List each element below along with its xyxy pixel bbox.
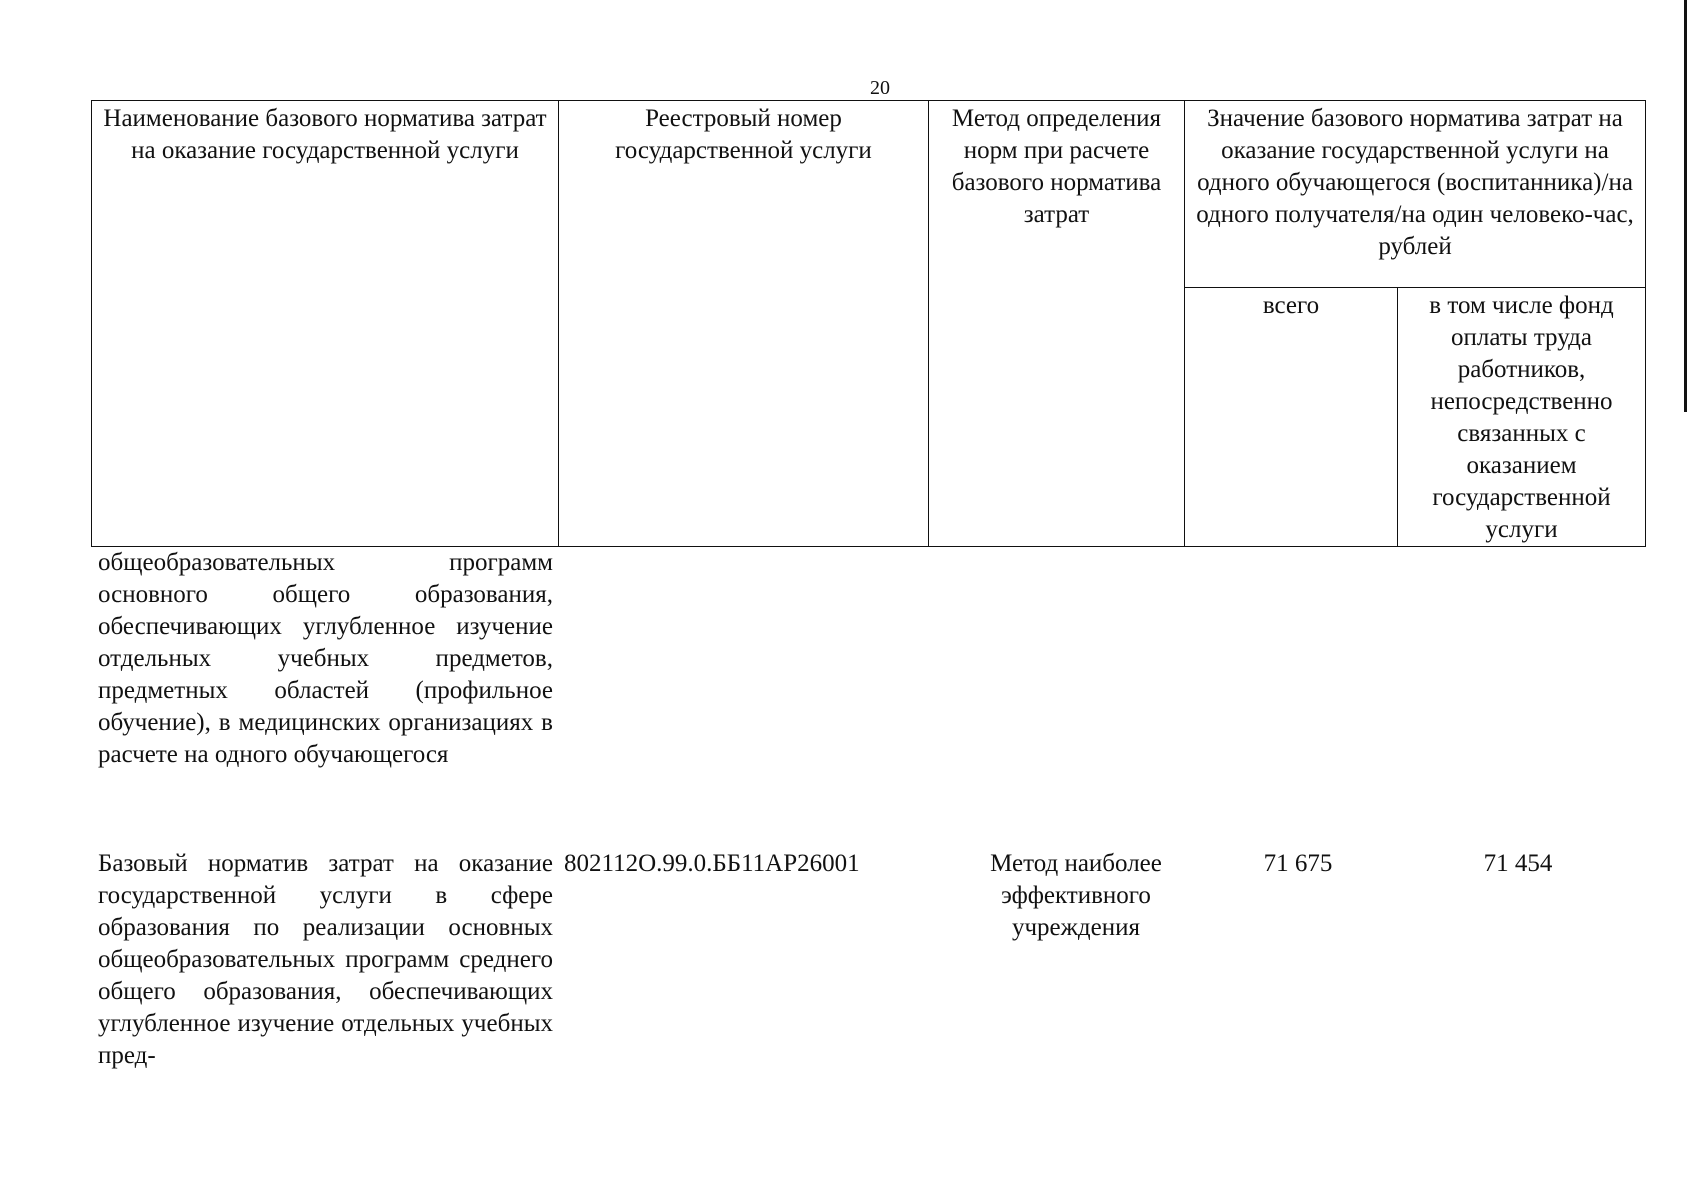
page-number: 20 bbox=[870, 77, 890, 99]
header-total-column: всего bbox=[1185, 288, 1398, 547]
scan-edge-line bbox=[1684, 0, 1687, 412]
row-registry-number: 802112О.99.0.ББ11АР26001 bbox=[564, 850, 860, 877]
table-row bbox=[98, 547, 1628, 848]
row-method: Метод наиболее эффективного учреждения bbox=[990, 850, 1162, 941]
header-name-column: Наименование базового норматива затрат на оказание государственной услуги bbox=[92, 101, 559, 547]
row-name: Базовый норматив затрат на оказание государственной услуги в сфере образования по реализации основных общеобразовательных программ среднего общего образования, обеспечивающих углубленное изучение отдельных учебных пред- bbox=[98, 850, 553, 1069]
table-row bbox=[98, 848, 1628, 1148]
header-method-column: Метод определения норм при расчете базового норматива затрат bbox=[929, 101, 1185, 547]
header-value-column: Значение базового норматива затрат на оказание государственной услуги на одного обучающегося (воспитанника)/на одного получателя/на один человеко-час, рублей bbox=[1185, 101, 1646, 288]
header-fund-column: в том числе фонд оплаты труда работников, непосредственно связанных с оказанием государственной услуги bbox=[1398, 288, 1646, 547]
header-registry-column: Реестровый номер государственной услуги bbox=[559, 101, 929, 547]
row-total: 71 675 bbox=[1263, 850, 1333, 877]
table-body bbox=[98, 547, 1628, 1148]
header-table bbox=[91, 100, 1646, 547]
row-name: общеобразовательных программ основного общего образования, обеспечивающих углубленное изучение отдельных учебных предметов, предметных областей (профильное обучение), в медицинских организациях в расчете на одного обучающегося bbox=[98, 549, 553, 768]
row-fund: 71 454 bbox=[1483, 850, 1553, 877]
